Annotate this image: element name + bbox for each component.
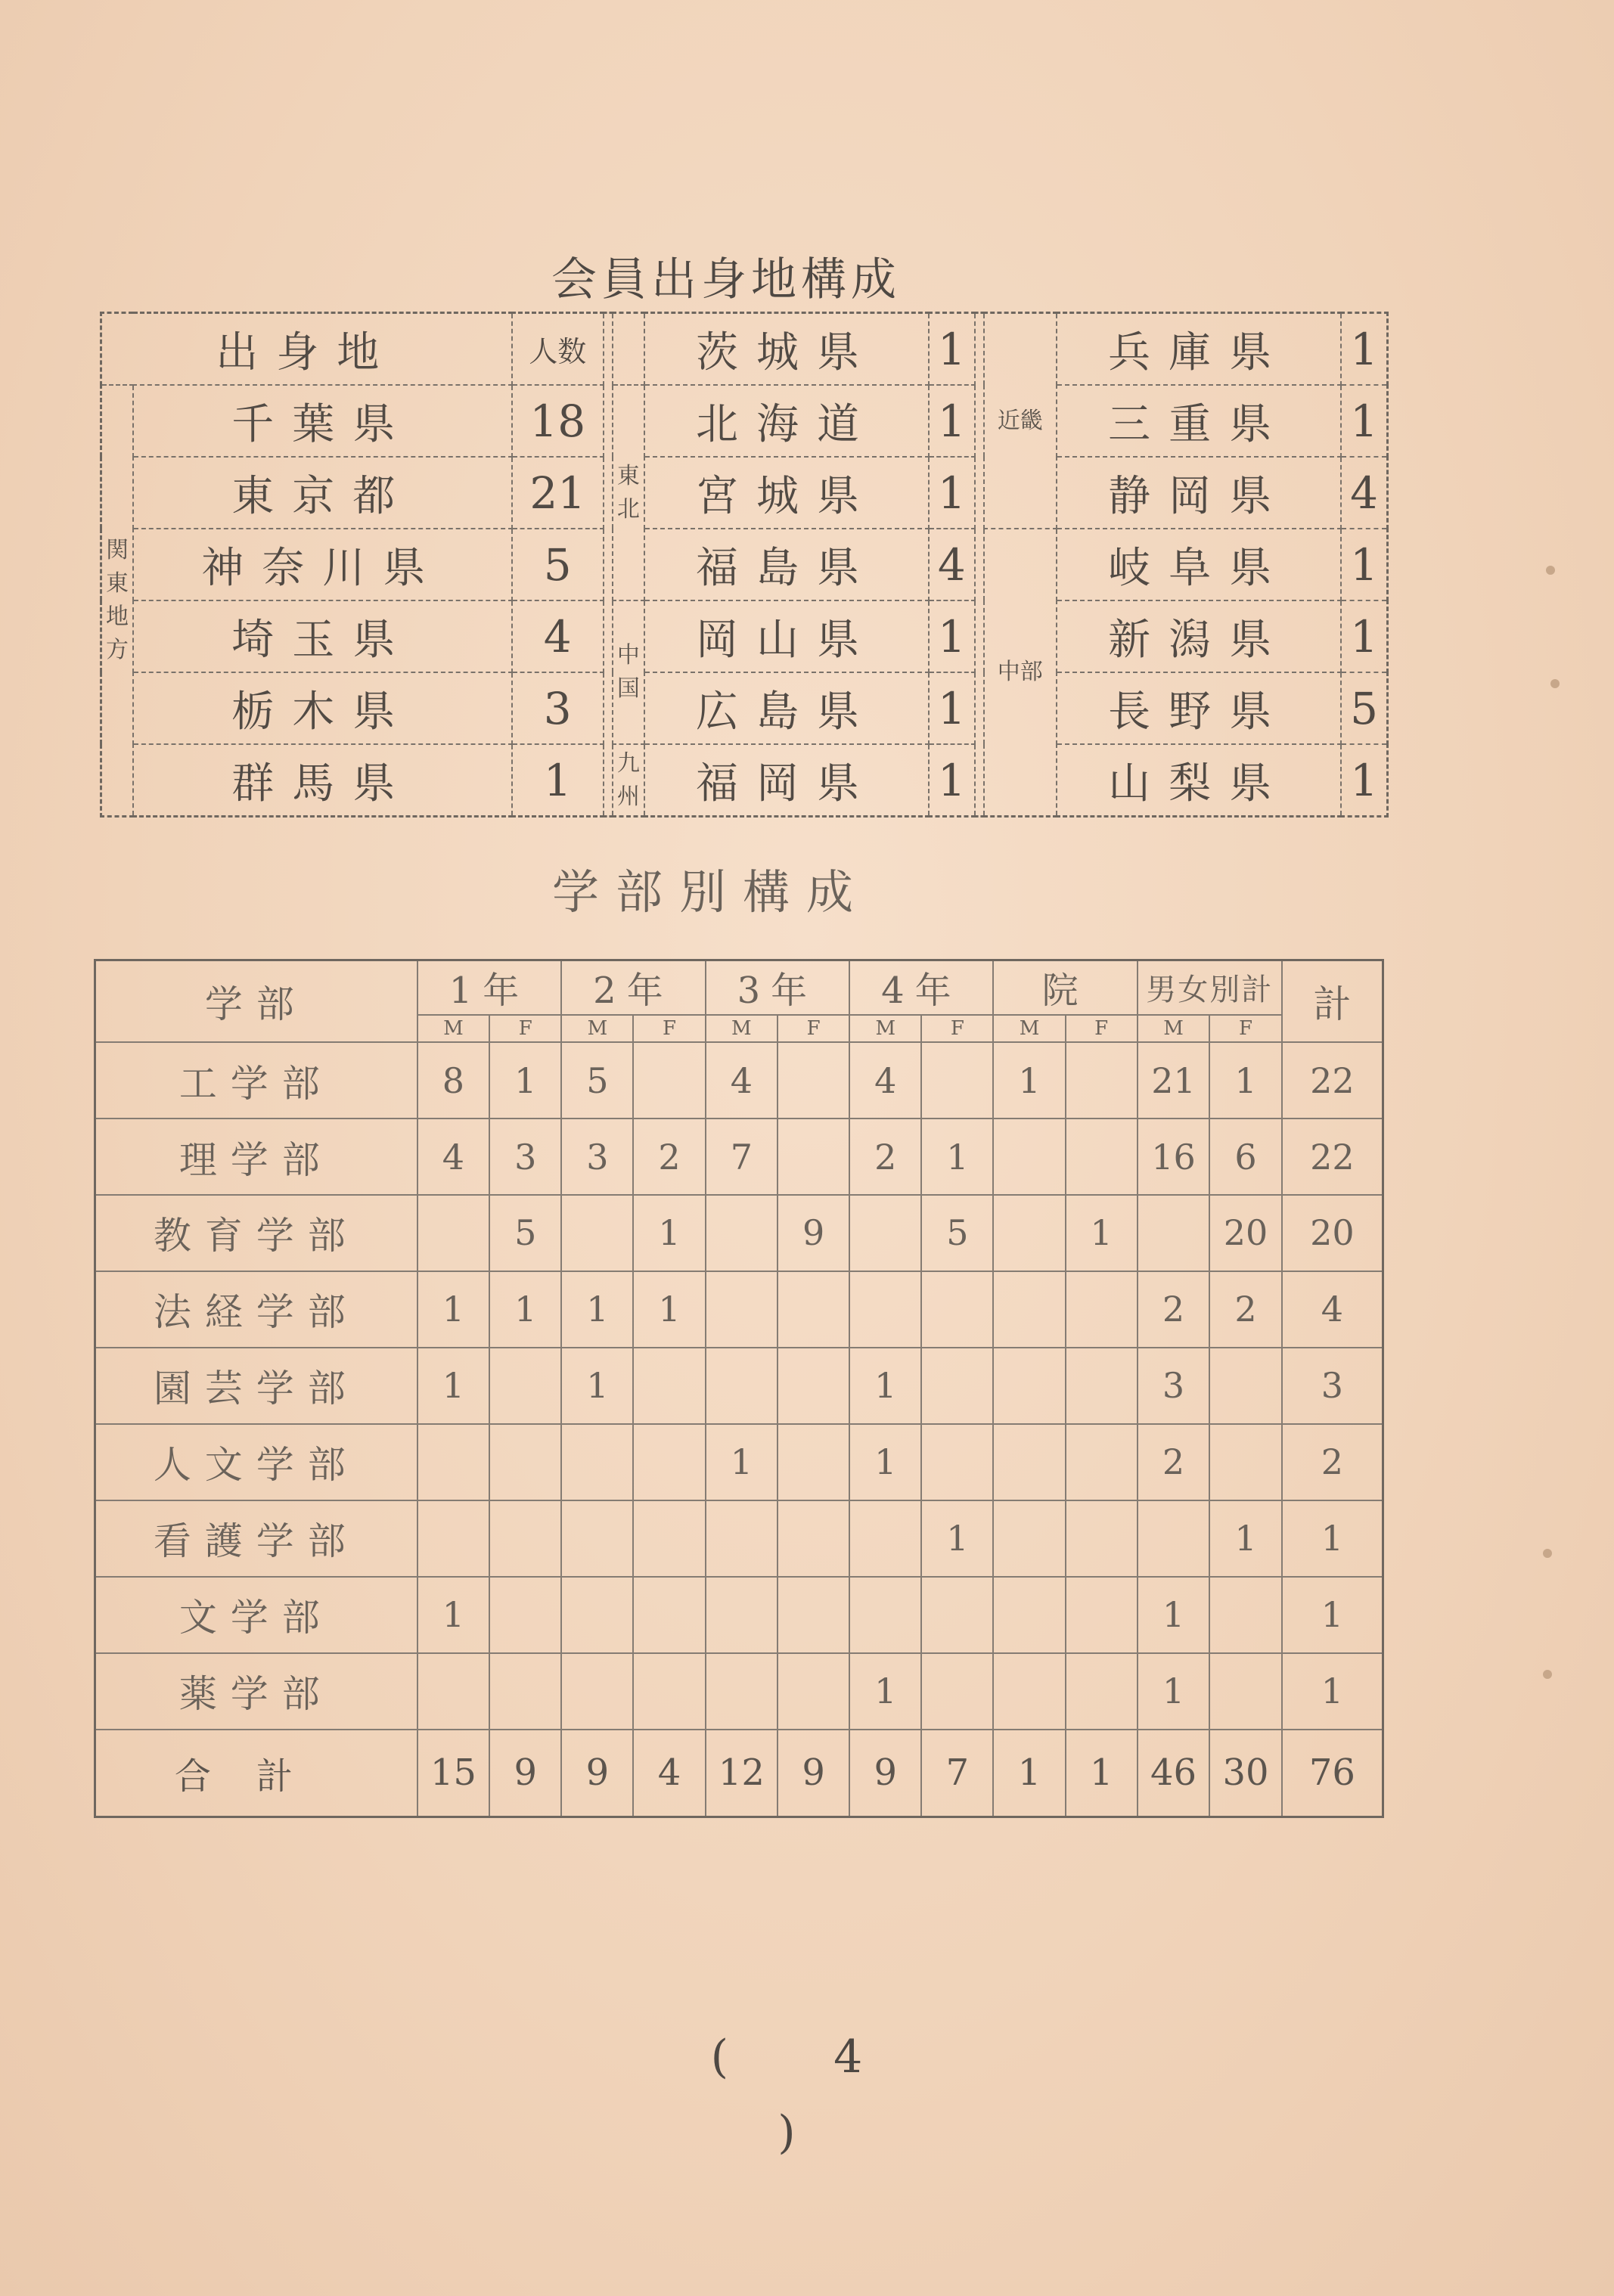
table-row [95, 1119, 1383, 1195]
count-cell [778, 1271, 849, 1348]
origin-pref: 栃木県 [133, 672, 512, 744]
origin-pref: 宮城県 [644, 457, 929, 529]
origin-count: 18 [512, 385, 604, 457]
count-cell: 9 [778, 1730, 849, 1817]
faculty-name: 看護学部 [95, 1500, 417, 1577]
origin-count: 4 [929, 529, 974, 600]
count-cell [778, 1653, 849, 1730]
year-header: 2年 [561, 960, 705, 1015]
row-total: 1 [1282, 1577, 1383, 1653]
count-cell [706, 1500, 778, 1577]
male-subheader: M [1138, 1015, 1210, 1042]
faculty-name: 法経学部 [95, 1271, 417, 1348]
origin-count: 5 [1341, 672, 1387, 744]
region-label-chugoku: 中国 [613, 600, 644, 744]
year-header: 男女別計 [1138, 960, 1282, 1015]
count-cell: 1 [1066, 1730, 1138, 1817]
origin-pref: 福岡県 [644, 744, 929, 817]
region-label-kanto: 関東地方 [101, 385, 134, 817]
count-cell [706, 1577, 778, 1653]
count-cell: 1 [417, 1348, 490, 1424]
region-label-kyushu: 九州 [613, 744, 644, 817]
count-cell [1066, 1042, 1138, 1119]
count-cell [1066, 1119, 1138, 1195]
origin-count: 1 [1341, 600, 1387, 672]
faculty-name: 薬学部 [95, 1653, 417, 1730]
count-cell: 3 [489, 1119, 561, 1195]
table-row [95, 1424, 1383, 1500]
region-label-kinki: 近畿 [984, 313, 1057, 529]
origin-table-title: 会員出身地構成 [551, 253, 901, 306]
count-cell: 1 [849, 1424, 921, 1500]
count-cell: 9 [849, 1730, 921, 1817]
row-total: 22 [1282, 1042, 1383, 1119]
row-total: 3 [1282, 1348, 1383, 1424]
faculty-table [94, 959, 1384, 1818]
count-cell [1138, 1500, 1210, 1577]
row-total: 2 [1282, 1424, 1383, 1500]
origin-pref: 千葉県 [133, 385, 512, 457]
region-label-chubu: 中部 [984, 529, 1057, 817]
count-cell: 1 [921, 1500, 993, 1577]
count-cell: 1 [1066, 1195, 1138, 1271]
count-cell: 20 [1209, 1195, 1282, 1271]
count-cell [1066, 1653, 1138, 1730]
count-cell [489, 1500, 561, 1577]
count-cell [417, 1424, 490, 1500]
count-cell [417, 1195, 490, 1271]
count-cell [993, 1348, 1065, 1424]
binding-hole [1543, 1670, 1552, 1679]
count-cell [849, 1577, 921, 1653]
origin-pref: 神奈川県 [133, 529, 512, 600]
count-cell [849, 1500, 921, 1577]
table-row [95, 1577, 1383, 1653]
faculty-name: 教育学部 [95, 1195, 417, 1271]
count-cell [778, 1500, 849, 1577]
count-cell: 1 [489, 1042, 561, 1119]
count-cell [633, 1653, 705, 1730]
count-cell: 21 [1138, 1042, 1210, 1119]
count-cell: 5 [561, 1042, 633, 1119]
faculty-name: 理学部 [95, 1119, 417, 1195]
origin-count: 1 [929, 313, 974, 386]
region-label-tohoku: 東北 [613, 385, 644, 600]
total-row [95, 1730, 1383, 1817]
count-cell: 12 [706, 1730, 778, 1817]
faculty-name: 人文学部 [95, 1424, 417, 1500]
table-row [95, 1195, 1383, 1271]
male-subheader: M [706, 1015, 778, 1042]
count-cell [993, 1271, 1065, 1348]
count-cell [921, 1348, 993, 1424]
count-cell: 3 [561, 1119, 633, 1195]
count-cell [1066, 1271, 1138, 1348]
count-cell [1066, 1577, 1138, 1653]
count-cell: 1 [1209, 1042, 1282, 1119]
row-total: 22 [1282, 1119, 1383, 1195]
origin-count: 1 [1341, 529, 1387, 600]
origin-pref: 群馬県 [133, 744, 512, 817]
count-cell [1138, 1195, 1210, 1271]
count-cell: 1 [1138, 1653, 1210, 1730]
year-header: 4年 [849, 960, 993, 1015]
count-cell [1209, 1424, 1282, 1500]
origin-count: 4 [512, 600, 604, 672]
count-cell [849, 1195, 921, 1271]
count-cell: 30 [1209, 1730, 1282, 1817]
table-row [95, 1500, 1383, 1577]
table-row [95, 1348, 1383, 1424]
year-header: 院 [993, 960, 1137, 1015]
count-cell: 1 [417, 1271, 490, 1348]
count-cell [993, 1577, 1065, 1653]
count-cell [921, 1271, 993, 1348]
origin-pref: 山梨県 [1057, 744, 1341, 817]
count-cell [417, 1653, 490, 1730]
count-cell [993, 1500, 1065, 1577]
row-total: 4 [1282, 1271, 1383, 1348]
count-cell: 4 [706, 1042, 778, 1119]
origin-pref: 茨城県 [644, 313, 929, 386]
count-cell: 1 [633, 1195, 705, 1271]
origin-count: 1 [929, 457, 974, 529]
count-cell [561, 1424, 633, 1500]
count-cell: 7 [921, 1730, 993, 1817]
faculty-table-title: 学部別構成 [551, 864, 870, 920]
count-cell: 5 [921, 1195, 993, 1271]
count-cell [993, 1653, 1065, 1730]
row-total: 20 [1282, 1195, 1383, 1271]
origin-pref: 北海道 [644, 385, 929, 457]
origin-count: 1 [1341, 313, 1387, 386]
count-cell: 1 [417, 1577, 490, 1653]
count-cell [561, 1500, 633, 1577]
female-subheader: F [1209, 1015, 1282, 1042]
origin-count: 1 [929, 385, 974, 457]
count-cell: 1 [993, 1042, 1065, 1119]
faculty-header: 学部 [95, 960, 417, 1043]
count-cell [561, 1653, 633, 1730]
count-cell [489, 1424, 561, 1500]
male-subheader: M [417, 1015, 490, 1042]
table-row [95, 1271, 1383, 1348]
origin-pref: 静岡県 [1057, 457, 1341, 529]
count-cell: 1 [561, 1271, 633, 1348]
count-cell [921, 1424, 993, 1500]
count-cell [1209, 1348, 1282, 1424]
count-cell: 16 [1138, 1119, 1210, 1195]
count-cell [633, 1500, 705, 1577]
count-cell: 6 [1209, 1119, 1282, 1195]
origin-count: 1 [512, 744, 604, 817]
count-cell: 46 [1138, 1730, 1210, 1817]
row-total: 1 [1282, 1500, 1383, 1577]
origin-count: 21 [512, 457, 604, 529]
count-cell: 2 [1138, 1424, 1210, 1500]
count-cell [633, 1577, 705, 1653]
count-cell: 1 [1138, 1577, 1210, 1653]
female-subheader: F [1066, 1015, 1138, 1042]
count-cell: 1 [1209, 1500, 1282, 1577]
count-cell: 4 [417, 1119, 490, 1195]
origin-count: 1 [929, 744, 974, 817]
count-cell [993, 1424, 1065, 1500]
count-cell [561, 1577, 633, 1653]
count-cell [778, 1577, 849, 1653]
female-subheader: F [921, 1015, 993, 1042]
origin-count: 1 [929, 600, 974, 672]
count-cell [489, 1577, 561, 1653]
count-cell: 1 [561, 1348, 633, 1424]
origin-count: 5 [512, 529, 604, 600]
origin-pref: 広島県 [644, 672, 929, 744]
faculty-name: 文学部 [95, 1577, 417, 1653]
origin-pref: 長野県 [1057, 672, 1341, 744]
origin-pref: 岐阜県 [1057, 529, 1341, 600]
origin-count: 1 [1341, 744, 1387, 817]
count-cell: 1 [993, 1730, 1065, 1817]
binding-hole [1546, 566, 1555, 575]
count-cell: 8 [417, 1042, 490, 1119]
count-cell [993, 1195, 1065, 1271]
faculty-name: 工学部 [95, 1042, 417, 1119]
origin-pref: 埼玉県 [133, 600, 512, 672]
count-cell [706, 1653, 778, 1730]
count-cell: 15 [417, 1730, 490, 1817]
origin-count: 1 [1341, 385, 1387, 457]
origin-pref: 三重県 [1057, 385, 1341, 457]
origin-pref: 福島県 [644, 529, 929, 600]
count-cell: 2 [849, 1119, 921, 1195]
origin-header-place: 出身地 [101, 313, 512, 386]
count-cell [778, 1424, 849, 1500]
count-cell [778, 1348, 849, 1424]
count-cell: 5 [489, 1195, 561, 1271]
count-cell: 1 [849, 1348, 921, 1424]
female-subheader: F [778, 1015, 849, 1042]
year-header: 3年 [706, 960, 850, 1015]
count-cell [993, 1119, 1065, 1195]
origin-header-count: 人数 [512, 313, 604, 386]
origin-pref: 東京都 [133, 457, 512, 529]
year-header: 1年 [417, 960, 562, 1015]
count-cell [921, 1042, 993, 1119]
origin-table [100, 312, 1389, 818]
female-subheader: F [489, 1015, 561, 1042]
row-total: 1 [1282, 1653, 1383, 1730]
male-subheader: M [561, 1015, 633, 1042]
count-cell: 9 [778, 1195, 849, 1271]
count-cell [1066, 1424, 1138, 1500]
faculty-name: 園芸学部 [95, 1348, 417, 1424]
count-cell [706, 1195, 778, 1271]
count-cell [921, 1577, 993, 1653]
count-cell [706, 1348, 778, 1424]
count-cell: 2 [1209, 1271, 1282, 1348]
female-subheader: F [633, 1015, 705, 1042]
count-cell: 1 [921, 1119, 993, 1195]
count-cell: 3 [1138, 1348, 1210, 1424]
binding-hole [1550, 679, 1560, 688]
count-cell: 9 [489, 1730, 561, 1817]
page-number: ( 4 ) [710, 2031, 908, 2159]
row-total: 76 [1282, 1730, 1383, 1817]
count-cell: 7 [706, 1119, 778, 1195]
count-cell: 4 [849, 1042, 921, 1119]
count-cell [561, 1195, 633, 1271]
count-cell [633, 1424, 705, 1500]
count-cell [633, 1348, 705, 1424]
count-cell: 4 [633, 1730, 705, 1817]
count-cell [849, 1271, 921, 1348]
male-subheader: M [849, 1015, 921, 1042]
count-cell [489, 1653, 561, 1730]
count-cell: 1 [849, 1653, 921, 1730]
count-cell [489, 1348, 561, 1424]
count-cell [1209, 1653, 1282, 1730]
count-cell [1066, 1348, 1138, 1424]
faculty-name: 合計 [95, 1730, 417, 1817]
count-cell [778, 1042, 849, 1119]
origin-count: 1 [929, 672, 974, 744]
origin-pref: 兵庫県 [1057, 313, 1341, 386]
count-cell [921, 1653, 993, 1730]
male-subheader: M [993, 1015, 1065, 1042]
count-cell: 1 [489, 1271, 561, 1348]
count-cell [633, 1042, 705, 1119]
count-cell: 1 [633, 1271, 705, 1348]
count-cell [417, 1500, 490, 1577]
origin-pref: 新潟県 [1057, 600, 1341, 672]
total-header: 計 [1282, 960, 1383, 1043]
count-cell [706, 1271, 778, 1348]
count-cell: 9 [561, 1730, 633, 1817]
origin-count: 4 [1341, 457, 1387, 529]
count-cell: 1 [706, 1424, 778, 1500]
count-cell: 2 [1138, 1271, 1210, 1348]
binding-hole [1543, 1549, 1552, 1558]
count-cell [778, 1119, 849, 1195]
origin-pref: 岡山県 [644, 600, 929, 672]
count-cell: 2 [633, 1119, 705, 1195]
origin-count: 3 [512, 672, 604, 744]
table-row [95, 1653, 1383, 1730]
table-row [95, 1042, 1383, 1119]
count-cell [1209, 1577, 1282, 1653]
count-cell [1066, 1500, 1138, 1577]
